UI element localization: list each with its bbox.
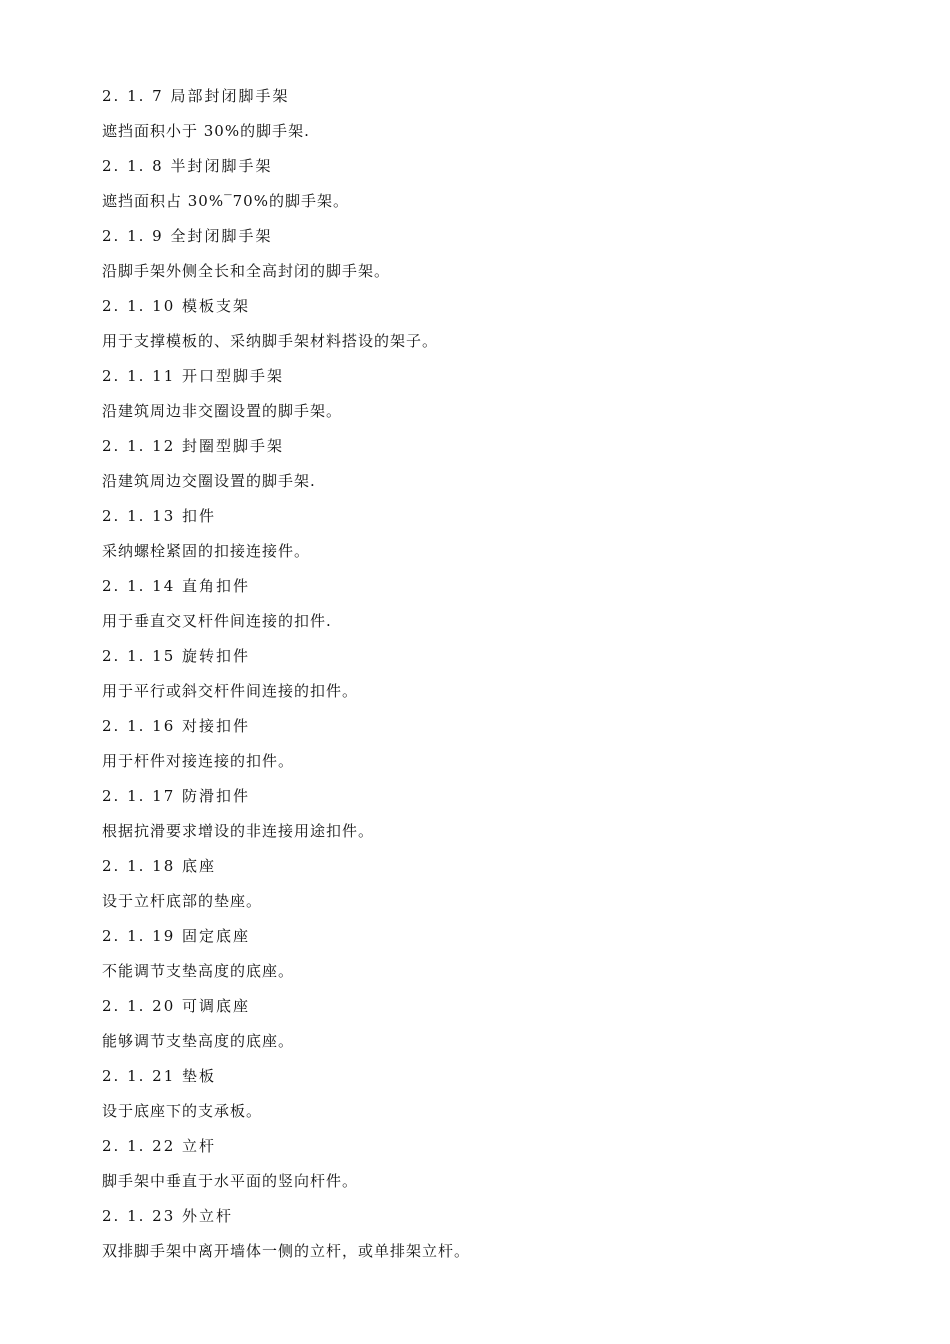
definition-entry — [102, 1202, 902, 1272]
definition-entry — [102, 152, 902, 222]
term-heading: 2. 1. 18 底座 — [102, 857, 217, 875]
term-heading: 2. 1. 19 固定底座 — [102, 927, 251, 945]
definition-entry — [102, 1062, 902, 1132]
definition-entry — [102, 572, 902, 642]
term-definition: 设于立杆底部的垫座。 — [102, 892, 263, 910]
definition-entry — [102, 362, 902, 432]
term-heading: 2. 1. 12 封圈型脚手架 — [102, 437, 285, 455]
term-definition: 用于支撑模板的、采纳脚手架材料搭设的架子。 — [102, 332, 439, 350]
term-heading: 2. 1. 10 模板支架 — [102, 297, 251, 315]
definition-entry — [102, 992, 902, 1062]
term-definition: 能够调节支垫高度的底座。 — [102, 1032, 295, 1050]
term-definition: 双排脚手架中离开墙体一侧的立杆，或单排架立杆。 — [102, 1242, 471, 1260]
term-definition: 采纳螺栓紧固的扣接连接件。 — [102, 542, 311, 560]
term-definition: 沿建筑周边非交圈设置的脚手架。 — [102, 402, 343, 420]
definition-entry — [102, 922, 902, 992]
term-heading: 2. 1. 15 旋转扣件 — [102, 647, 251, 665]
definition-entry — [102, 222, 902, 292]
term-definition: 用于平行或斜交杆件间连接的扣件。 — [102, 682, 359, 700]
term-heading: 2. 1. 9 全封闭脚手架 — [102, 227, 273, 245]
term-definition: 沿建筑周边交圈设置的脚手架. — [102, 472, 316, 490]
term-heading: 2. 1. 16 对接扣件 — [102, 717, 251, 735]
term-heading: 2. 1. 11 开口型脚手架 — [102, 367, 285, 385]
term-definition: 遮挡面积小于 30%的脚手架. — [102, 122, 310, 140]
definition-entry — [102, 852, 902, 922]
definition-entry — [102, 502, 902, 572]
term-definition: 用于垂直交叉杆件间连接的扣件. — [102, 612, 332, 630]
definition-entry — [102, 642, 902, 712]
term-heading: 2. 1. 13 扣件 — [102, 507, 217, 525]
term-heading: 2. 1. 22 立杆 — [102, 1137, 217, 1155]
term-heading: 2. 1. 8 半封闭脚手架 — [102, 157, 273, 175]
term-definition: 脚手架中垂直于水平面的竖向杆件。 — [102, 1172, 359, 1190]
term-heading: 2. 1. 23 外立杆 — [102, 1207, 234, 1225]
term-definition: 根据抗滑要求增设的非连接用途扣件。 — [102, 822, 375, 840]
term-definition: 沿脚手架外侧全长和全高封闭的脚手架。 — [102, 262, 391, 280]
term-definition: 用于杆件对接连接的扣件。 — [102, 752, 295, 770]
definition-entry — [102, 82, 902, 152]
term-definition: 设于底座下的支承板。 — [102, 1102, 263, 1120]
term-definition: 遮挡面积占 30%‾70%的脚手架。 — [102, 192, 349, 210]
term-heading: 2. 1. 14 直角扣件 — [102, 577, 251, 595]
term-definition: 不能调节支垫高度的底座。 — [102, 962, 295, 980]
definition-entry — [102, 432, 902, 502]
definition-entry — [102, 1132, 902, 1202]
term-heading: 2. 1. 7 局部封闭脚手架 — [102, 87, 290, 105]
definition-entry — [102, 782, 902, 852]
term-heading: 2. 1. 17 防滑扣件 — [102, 787, 251, 805]
term-heading: 2. 1. 21 垫板 — [102, 1067, 217, 1085]
definition-entry — [102, 292, 902, 362]
term-heading: 2. 1. 20 可调底座 — [102, 997, 251, 1015]
definition-entry — [102, 712, 902, 782]
definition-list — [102, 82, 902, 1272]
